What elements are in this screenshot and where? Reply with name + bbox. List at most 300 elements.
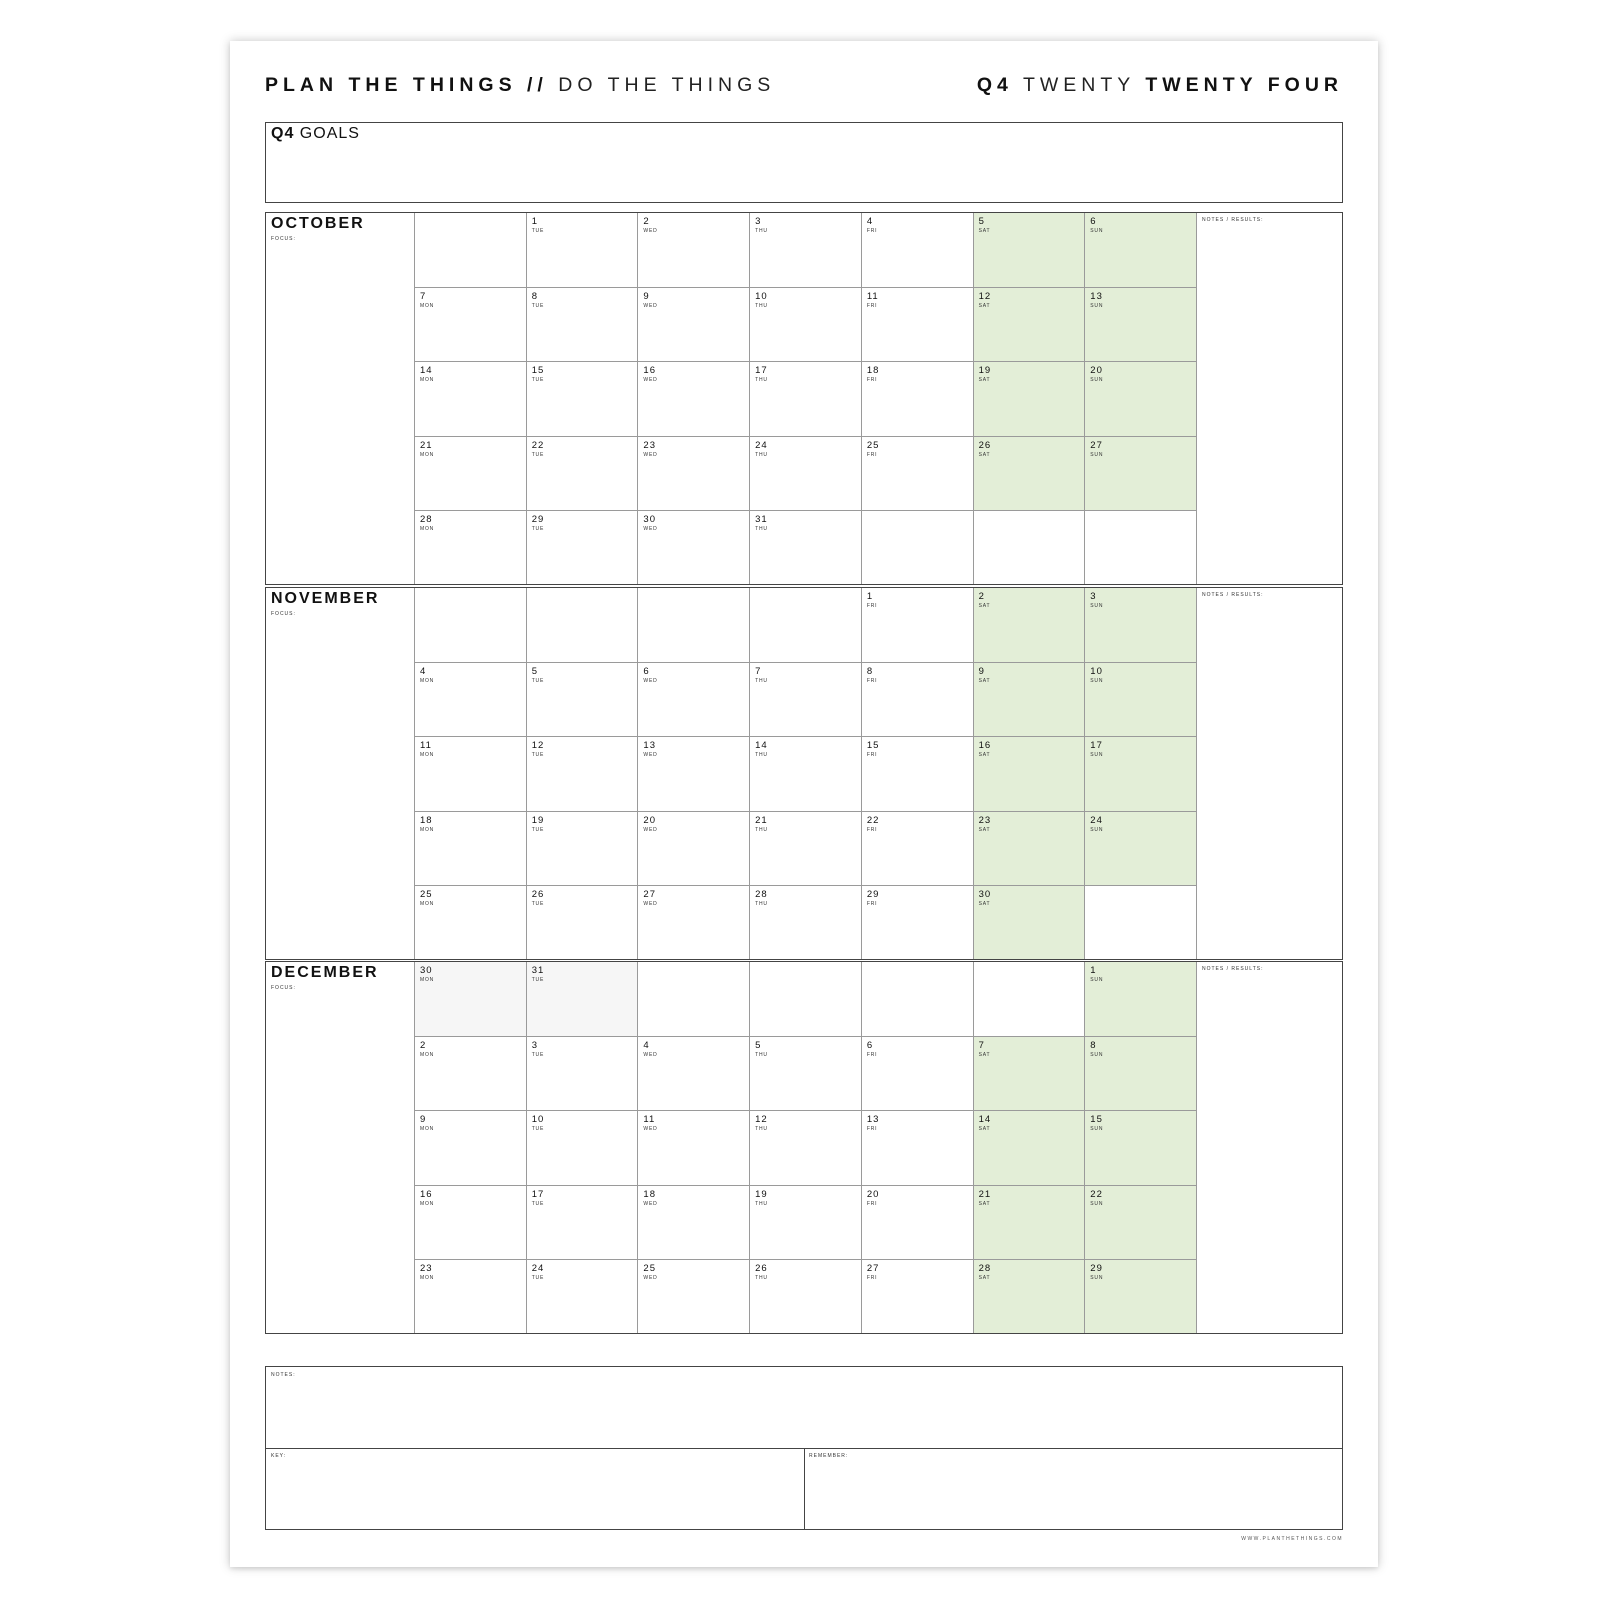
day-of-week: SUN	[1090, 228, 1104, 234]
day-cell	[637, 885, 749, 959]
notes-results-column	[1196, 588, 1343, 959]
day-of-week: THU	[755, 525, 768, 532]
day-number: 15	[1090, 1114, 1103, 1126]
day-of-week: SAT	[978, 303, 991, 310]
day-number: 4	[420, 666, 427, 678]
day-number: 23	[420, 1262, 433, 1274]
day-cell	[637, 1036, 749, 1110]
day-number: 4	[643, 1040, 650, 1052]
day-of-week: MON	[420, 1200, 435, 1207]
calendar-grid	[414, 213, 1196, 584]
day-cell	[861, 510, 973, 584]
day-cell	[414, 436, 526, 510]
day-number: 10	[1090, 666, 1103, 678]
day-cell	[973, 885, 1085, 959]
day-of-week: TUE	[531, 678, 545, 685]
day-of-week: SAT	[978, 1200, 991, 1207]
day-cell	[414, 885, 526, 959]
day-cell	[1084, 1110, 1196, 1184]
day-of-week: FRI	[866, 1052, 878, 1059]
goals-title	[271, 125, 360, 143]
day-cell	[637, 811, 749, 885]
day-cell	[749, 962, 861, 1036]
day-of-week: MON	[420, 451, 435, 458]
day-cell	[526, 588, 638, 662]
day-number: 8	[1090, 1040, 1097, 1052]
day-cell	[637, 1185, 749, 1259]
day-of-week: SAT	[978, 1274, 991, 1281]
day-of-week: TUE	[531, 977, 545, 983]
day-of-week: SUN	[1090, 1200, 1104, 1207]
day-number: 15	[531, 365, 545, 377]
day-number: 19	[755, 1188, 768, 1200]
day-cell	[749, 885, 861, 959]
day-cell	[973, 588, 1085, 662]
day-of-week: SUN	[1090, 1126, 1104, 1133]
day-number: 19	[978, 365, 992, 377]
day-of-week: WED	[643, 1052, 658, 1059]
day-of-week: WED	[643, 228, 658, 234]
day-of-week: FRI	[866, 303, 878, 310]
day-number: 20	[866, 1188, 880, 1200]
day-number: 26	[755, 1262, 768, 1274]
day-cell	[749, 1259, 861, 1333]
day-cell	[414, 588, 526, 662]
day-number: 17	[531, 1188, 545, 1200]
day-of-week: MON	[420, 1126, 435, 1133]
day-of-week: FRI	[866, 377, 878, 384]
day-of-week: THU	[755, 900, 768, 907]
planner-sheet	[230, 41, 1378, 1567]
day-number: 25	[420, 888, 433, 900]
day-number: 16	[420, 1188, 433, 1200]
day-number: 27	[866, 1262, 880, 1274]
day-number: 21	[755, 814, 768, 826]
day-cell	[637, 736, 749, 810]
day-of-week: TUE	[531, 228, 545, 234]
notes-results-label: NOTES / RESULTS:	[1202, 592, 1264, 598]
day-number: 10	[531, 1114, 545, 1126]
day-of-week: TUE	[531, 377, 545, 384]
calendar-grid	[414, 588, 1196, 959]
day-number: 12	[531, 740, 545, 752]
day-cell	[1084, 588, 1196, 662]
day-cell	[861, 1259, 973, 1333]
day-number: 3	[1090, 591, 1097, 602]
day-of-week: WED	[643, 1274, 658, 1281]
day-number: 26	[531, 888, 545, 900]
day-of-week: WED	[643, 900, 658, 907]
day-number: 26	[978, 439, 992, 451]
day-of-week: SAT	[978, 1126, 991, 1133]
notes-results-label: NOTES / RESULTS:	[1202, 217, 1264, 223]
day-cell	[637, 1110, 749, 1184]
notes-results-column	[1196, 962, 1343, 1333]
day-number: 15	[866, 740, 880, 752]
day-of-week: SUN	[1090, 303, 1104, 310]
day-of-week: SUN	[1090, 451, 1104, 458]
day-cell	[637, 510, 749, 584]
header-right-bold: TWENTY FOUR	[1145, 74, 1343, 96]
day-cell	[749, 588, 861, 662]
goals-title-light: GOALS	[299, 125, 360, 142]
day-number: 8	[866, 666, 874, 678]
day-of-week: MON	[420, 303, 435, 310]
day-number: 23	[978, 814, 992, 826]
day-cell	[749, 662, 861, 736]
day-number: 5	[755, 1040, 762, 1052]
day-cell	[526, 361, 638, 435]
goals-title-bold: Q4	[271, 125, 295, 142]
day-number: 30	[643, 513, 656, 525]
remember-label: REMEMBER:	[809, 1453, 849, 1459]
month-november	[265, 587, 1343, 960]
day-cell	[526, 811, 638, 885]
day-cell	[414, 1259, 526, 1333]
day-number: 13	[1090, 291, 1103, 303]
day-cell	[1084, 1259, 1196, 1333]
day-of-week: SAT	[978, 900, 991, 907]
key-label: KEY:	[271, 1453, 287, 1459]
day-number: 7	[420, 291, 427, 303]
day-of-week: FRI	[866, 228, 878, 234]
day-cell	[526, 1185, 638, 1259]
day-cell	[1084, 287, 1196, 361]
day-number: 20	[643, 814, 656, 826]
day-number: 1	[531, 216, 538, 227]
day-of-week: THU	[755, 303, 768, 310]
day-cell	[414, 1036, 526, 1110]
day-cell	[1084, 811, 1196, 885]
day-of-week: TUE	[531, 826, 545, 833]
focus-label: FOCUS:	[271, 236, 296, 242]
day-number: 1	[866, 591, 874, 602]
footer-url: WWW.PLANTHETHINGS.COM	[1241, 1536, 1343, 1542]
day-number: 18	[866, 365, 880, 377]
day-number: 8	[531, 291, 538, 303]
day-of-week: FRI	[866, 451, 878, 458]
day-cell	[861, 662, 973, 736]
day-of-week: SAT	[978, 228, 991, 234]
day-cell	[526, 1036, 638, 1110]
day-of-week: THU	[755, 451, 768, 458]
day-of-week: MON	[420, 525, 435, 532]
day-number: 9	[643, 291, 650, 303]
day-of-week: THU	[755, 752, 768, 759]
notes-results-column	[1196, 213, 1343, 584]
day-number: 2	[643, 216, 650, 227]
day-cell	[414, 510, 526, 584]
day-of-week: THU	[755, 228, 768, 234]
day-number: 28	[420, 513, 433, 525]
day-of-week: SUN	[1090, 1052, 1104, 1059]
day-of-week: FRI	[866, 678, 878, 685]
day-number: 29	[866, 888, 880, 900]
day-cell	[526, 1259, 638, 1333]
day-cell	[973, 1185, 1085, 1259]
day-cell	[749, 510, 861, 584]
day-of-week: SAT	[978, 451, 991, 458]
day-of-week: WED	[643, 1200, 658, 1207]
day-number: 22	[531, 439, 545, 451]
day-cell	[749, 361, 861, 435]
day-cell	[1084, 885, 1196, 959]
day-cell	[526, 436, 638, 510]
day-of-week: SUN	[1090, 603, 1104, 609]
focus-label: FOCUS:	[271, 985, 296, 991]
day-of-week: SUN	[1090, 977, 1104, 983]
day-cell	[637, 662, 749, 736]
day-cell	[414, 1185, 526, 1259]
day-of-week: MON	[420, 826, 435, 833]
day-number: 29	[531, 513, 545, 525]
day-of-week: FRI	[866, 1126, 878, 1133]
day-number: 5	[978, 216, 985, 227]
day-cell	[749, 436, 861, 510]
day-cell	[414, 361, 526, 435]
day-number: 17	[1090, 740, 1103, 752]
day-of-week: WED	[643, 525, 658, 532]
day-of-week: WED	[643, 377, 658, 384]
day-cell	[749, 1110, 861, 1184]
day-cell	[414, 213, 526, 287]
day-of-week: SUN	[1090, 752, 1104, 759]
day-cell	[749, 1036, 861, 1110]
day-cell	[526, 1110, 638, 1184]
day-cell	[749, 1185, 861, 1259]
day-number: 31	[531, 965, 545, 976]
day-cell	[637, 436, 749, 510]
day-cell	[861, 1110, 973, 1184]
day-number: 25	[866, 439, 880, 451]
day-number: 13	[643, 740, 656, 752]
day-cell	[526, 213, 638, 287]
day-of-week: FRI	[866, 752, 878, 759]
day-of-week: SUN	[1090, 678, 1104, 685]
day-of-week: THU	[755, 377, 768, 384]
day-cell	[526, 662, 638, 736]
day-of-week: TUE	[531, 303, 545, 310]
day-number: 2	[420, 1040, 427, 1052]
day-cell	[861, 885, 973, 959]
day-of-week: SUN	[1090, 377, 1104, 384]
day-number: 6	[866, 1040, 874, 1052]
day-cell	[749, 287, 861, 361]
day-cell	[526, 962, 638, 1036]
day-of-week: SAT	[978, 1052, 991, 1059]
notes-box	[266, 1367, 1342, 1449]
month-name: DECEMBER	[271, 964, 379, 981]
day-number: 13	[866, 1114, 880, 1126]
day-number: 6	[1090, 216, 1097, 227]
day-number: 11	[420, 740, 432, 752]
day-number: 17	[755, 365, 768, 377]
day-cell	[749, 811, 861, 885]
day-cell	[973, 213, 1085, 287]
notes-results-label: NOTES / RESULTS:	[1202, 966, 1264, 972]
day-of-week: SAT	[978, 377, 991, 384]
day-number: 12	[755, 1114, 768, 1126]
header-quarter	[977, 74, 1343, 97]
day-number: 10	[755, 291, 768, 303]
day-of-week: THU	[755, 1200, 768, 1207]
day-cell	[637, 287, 749, 361]
month-name: OCTOBER	[271, 215, 365, 232]
day-cell	[1084, 1036, 1196, 1110]
day-number: 18	[420, 814, 433, 826]
day-number: 20	[1090, 365, 1103, 377]
day-cell	[414, 811, 526, 885]
day-number: 21	[420, 439, 433, 451]
day-number: 14	[420, 365, 433, 377]
day-of-week: TUE	[531, 900, 545, 907]
day-cell	[861, 1185, 973, 1259]
day-number: 19	[531, 814, 545, 826]
day-cell	[414, 287, 526, 361]
day-number: 29	[1090, 1262, 1103, 1274]
day-cell	[414, 1110, 526, 1184]
day-cell	[526, 287, 638, 361]
day-of-week: THU	[755, 678, 768, 685]
day-number: 25	[643, 1262, 656, 1274]
day-of-week: WED	[643, 752, 658, 759]
day-number: 30	[978, 888, 992, 900]
day-of-week: THU	[755, 826, 768, 833]
focus-label: FOCUS:	[271, 611, 296, 617]
day-of-week: TUE	[531, 1126, 545, 1133]
day-number: 12	[978, 291, 992, 303]
day-number: 27	[643, 888, 656, 900]
day-of-week: SAT	[978, 678, 991, 685]
day-number: 9	[420, 1114, 427, 1126]
day-cell	[1084, 962, 1196, 1036]
day-cell	[1084, 361, 1196, 435]
day-cell	[637, 1259, 749, 1333]
day-number: 24	[755, 439, 768, 451]
day-of-week: WED	[643, 1126, 658, 1133]
header-left-bold: PLAN THE THINGS	[265, 74, 517, 96]
day-of-week: WED	[643, 826, 658, 833]
goals-box	[265, 122, 1343, 203]
day-number: 6	[643, 666, 650, 678]
day-of-week: MON	[420, 977, 435, 983]
day-cell	[414, 962, 526, 1036]
day-cell	[973, 1259, 1085, 1333]
day-number: 3	[755, 216, 762, 227]
day-number: 1	[1090, 965, 1097, 976]
day-cell	[1084, 1185, 1196, 1259]
day-cell	[973, 287, 1085, 361]
day-cell	[861, 962, 973, 1036]
day-of-week: MON	[420, 377, 435, 384]
day-cell	[973, 436, 1085, 510]
day-of-week: SAT	[978, 826, 991, 833]
day-cell	[749, 213, 861, 287]
day-cell	[861, 588, 973, 662]
day-number: 16	[978, 740, 992, 752]
day-of-week: WED	[643, 678, 658, 685]
day-number: 3	[531, 1040, 538, 1052]
day-of-week: FRI	[866, 900, 878, 907]
notes-label: NOTES:	[271, 1372, 296, 1378]
day-number: 11	[643, 1114, 656, 1126]
day-of-week: WED	[643, 303, 658, 310]
day-cell	[861, 736, 973, 810]
day-number: 30	[420, 965, 433, 976]
day-number: 27	[1090, 439, 1103, 451]
key-box	[266, 1448, 805, 1529]
header-right-light: TWENTY	[1022, 74, 1135, 96]
day-number: 28	[978, 1262, 992, 1274]
day-number: 22	[1090, 1188, 1103, 1200]
day-number: 21	[978, 1188, 992, 1200]
day-cell	[861, 361, 973, 435]
day-cell	[973, 662, 1085, 736]
header-tagline	[265, 74, 775, 97]
day-number: 24	[531, 1262, 545, 1274]
day-cell	[526, 736, 638, 810]
month-october	[265, 212, 1343, 585]
day-cell	[973, 736, 1085, 810]
day-cell	[1084, 436, 1196, 510]
day-number: 16	[643, 365, 656, 377]
day-cell	[414, 662, 526, 736]
day-cell	[973, 361, 1085, 435]
day-of-week: MON	[420, 900, 435, 907]
day-cell	[973, 962, 1085, 1036]
header-left-light: DO THE THINGS	[558, 74, 776, 96]
day-cell	[637, 361, 749, 435]
day-cell	[749, 736, 861, 810]
day-number: 9	[978, 666, 985, 678]
bottom-section	[265, 1366, 1343, 1530]
day-of-week: TUE	[531, 1052, 545, 1059]
day-cell	[1084, 510, 1196, 584]
day-cell	[973, 1110, 1085, 1184]
day-number: 18	[643, 1188, 656, 1200]
day-of-week: THU	[755, 1126, 768, 1133]
day-cell	[637, 962, 749, 1036]
day-of-week: MON	[420, 752, 435, 759]
day-number: 24	[1090, 814, 1103, 826]
day-of-week: THU	[755, 1052, 768, 1059]
day-cell	[526, 885, 638, 959]
day-cell	[637, 588, 749, 662]
day-cell	[973, 1036, 1085, 1110]
day-number: 22	[866, 814, 880, 826]
day-number: 5	[531, 666, 538, 678]
day-of-week: FRI	[866, 603, 878, 609]
day-of-week: SAT	[978, 603, 991, 609]
day-of-week: TUE	[531, 525, 545, 532]
day-number: 14	[755, 740, 768, 752]
day-cell	[861, 213, 973, 287]
day-number: 31	[755, 513, 768, 525]
day-number: 7	[978, 1040, 985, 1052]
day-number: 4	[866, 216, 874, 227]
day-cell	[973, 811, 1085, 885]
day-of-week: WED	[643, 451, 658, 458]
day-of-week: MON	[420, 678, 435, 685]
day-of-week: MON	[420, 1052, 435, 1059]
day-cell	[414, 736, 526, 810]
day-cell	[861, 811, 973, 885]
day-cell	[1084, 662, 1196, 736]
day-number: 14	[978, 1114, 992, 1126]
day-of-week: MON	[420, 1274, 435, 1281]
day-of-week: FRI	[866, 826, 878, 833]
day-cell	[1084, 213, 1196, 287]
